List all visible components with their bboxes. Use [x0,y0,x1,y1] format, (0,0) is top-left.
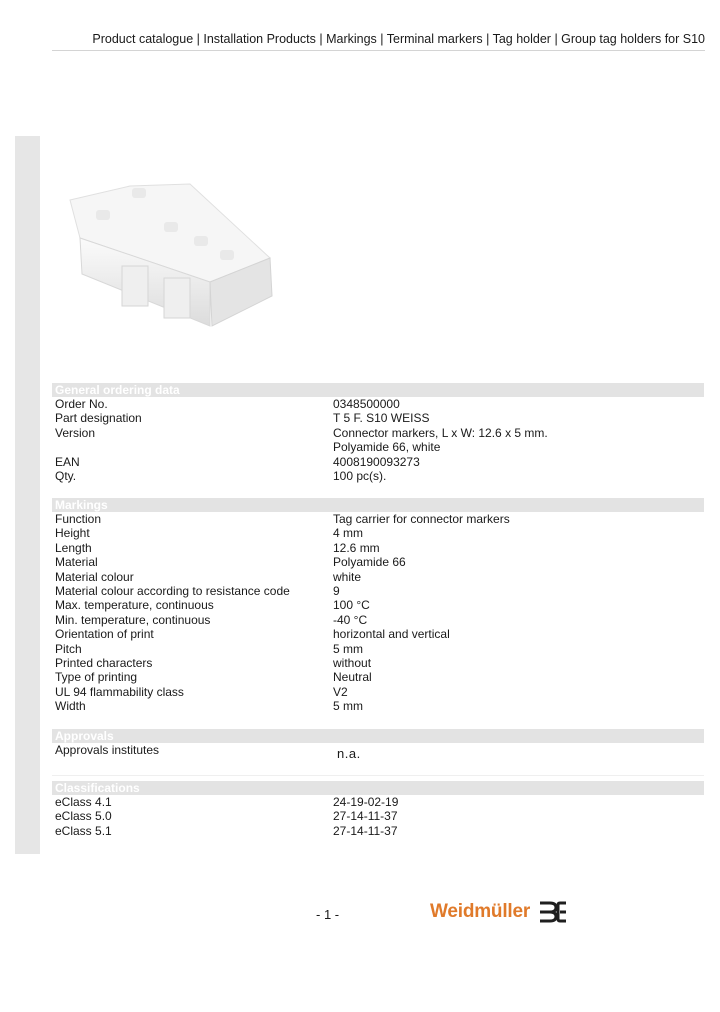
section-divider [52,775,704,776]
spec-value: 9 [333,584,340,599]
spec-value: 5 mm [333,699,363,714]
classifications-section [52,781,704,838]
spec-row [52,685,704,699]
spec-value: 5 mm [333,641,363,656]
spec-label: Version [55,425,96,440]
spec-label: Function [55,512,102,526]
ordering-section [52,383,704,483]
brand-mark-icon [538,900,568,924]
spec-label: Length [55,540,92,555]
spec-label: UL 94 flammability class [55,684,184,699]
spec-row [52,584,704,598]
product-image [60,178,300,338]
spec-row [52,455,704,469]
spec-value: 4 mm [333,526,363,541]
spec-value: 27-14-11-37 [333,809,398,824]
spec-row [52,411,704,425]
spec-value: -40 °C [333,612,368,627]
spec-row [52,642,704,656]
spec-label: Printed characters [55,656,153,671]
spec-value: Polyamide 66 [333,555,406,570]
spec-label: Width [55,699,86,714]
spec-label: eClass 5.1 [55,823,112,838]
spec-label: Pitch [55,641,82,656]
spec-row [52,541,704,555]
spec-label: Part designation [55,411,142,426]
spec-value: 12.6 mm [333,540,380,555]
spec-label: Min. temperature, continuous [55,612,211,627]
spec-value: Tag carrier for connector markers [333,512,510,526]
section-header-markings: Markings [52,498,704,512]
breadcrumb[interactable]: Product catalogue | Installation Products | Markings | Terminal markers | Tag holder | Group tag holders for S10 [92,32,705,46]
version-line-1: Connector markers, L x W: 12.6 x 5 mm. [333,425,548,440]
spec-row [52,613,704,627]
spec-label: EAN [55,454,80,469]
spec-value: T 5 F. S10 WEISS [333,411,430,426]
side-bar [15,136,40,854]
spec-row [52,598,704,612]
spec-value: Neutral [333,670,372,685]
section-header-ordering: General ordering data [52,383,704,397]
spec-value [333,743,704,761]
spec-row [52,795,704,809]
spec-label: Material [55,555,98,570]
spec-label: Order No. [55,397,108,411]
spec-label: Orientation of print [55,627,154,642]
spec-label: Material colour according to resistance code [55,584,290,599]
spec-value: horizontal and vertical [333,627,450,642]
spec-row [52,469,704,483]
spec-label: Type of printing [55,670,138,685]
brand-name: Weidmüller [430,901,531,922]
spec-value: V2 [333,684,348,699]
brand-logo [430,900,568,924]
spec-value: 100 °C [333,598,370,613]
spec-value: 27-14-11-37 [333,823,398,838]
spec-label: eClass 4.1 [55,795,112,809]
spec-row [52,656,704,670]
spec-row [52,426,704,455]
spec-label: eClass 5.0 [55,809,112,824]
spec-label: Qty. [55,469,77,484]
spec-label: Approvals institutes [55,743,160,757]
spec-value: 24-19-02-19 [333,795,399,809]
spec-row [52,512,704,526]
spec-label: Height [55,526,90,541]
spec-row [52,526,704,540]
spec-value: 4008190093273 [333,454,420,469]
spec-row [52,397,704,411]
spec-row [52,824,704,838]
spec-value: 0348500000 [333,397,400,411]
spec-value: 100 pc(s). [333,469,387,484]
section-header-classifications: Classifications [52,781,704,795]
spec-row [52,555,704,569]
spec-row [52,743,704,761]
markings-section [52,498,704,714]
spec-value: without [333,656,372,671]
approvals-value: n.a. [337,746,361,761]
section-header-approvals: Approvals [52,729,704,743]
version-line-2: Polyamide 66, white [333,440,441,455]
spec-row [52,627,704,641]
spec-label: Material colour [55,569,134,584]
spec-row [52,809,704,823]
spec-row [52,699,704,713]
spec-label: Max. temperature, continuous [55,598,214,613]
spec-row [52,570,704,584]
top-divider [52,50,705,51]
spec-value [333,426,704,455]
spec-value: white [333,569,362,584]
spec-row [52,670,704,684]
approvals-section [52,729,704,761]
page-number: - 1 - [316,907,340,922]
